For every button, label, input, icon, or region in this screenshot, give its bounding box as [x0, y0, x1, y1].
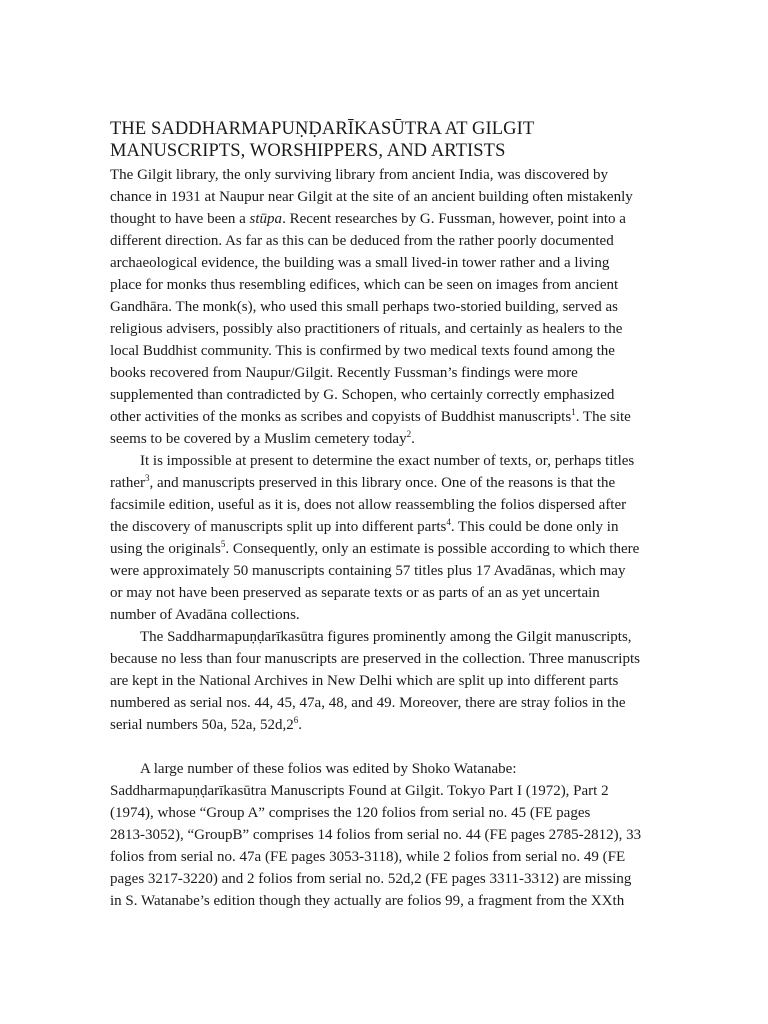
p3-line-5b: . — [298, 717, 302, 733]
p3-line-2: because no less than four manuscripts are preserved in the collection. Three manuscripts — [110, 651, 640, 667]
p1-line-12a: other activities of the monks as scribes and copyists of Buddhist manuscripts — [110, 409, 572, 425]
p4-line-3: (1974), whose “Group A” comprises the 120 folios from serial no. 45 (FE pages — [110, 805, 591, 821]
p1-line-3b: . Recent researches by G. Fussman, however, point into a — [282, 211, 626, 227]
p1-line-1: The Gilgit library, the only surviving library from ancient India, was discovered by — [110, 167, 609, 183]
p1-line-5: archaeological evidence, the building was a small lived-in tower rather and a living — [110, 255, 610, 271]
p2-line-6: were approximately 50 manuscripts containing 57 titles plus 17 Avadānas, which may — [110, 563, 626, 579]
p1-line-12 — [110, 406, 660, 428]
p1-italic-stupa: stūpa — [249, 211, 283, 227]
p3-line-1: The Saddharmapuṇḍarīkasūtra figures prominently among the Gilgit manuscripts, — [140, 629, 632, 645]
footnote-ref-4[interactable]: 4 — [446, 517, 451, 527]
title-line-1: THE SADDHARMAPUṆḌARĪKASŪTRA AT GILGIT — [110, 119, 535, 139]
footnote-ref-5[interactable]: 5 — [220, 539, 226, 549]
document-page — [110, 118, 660, 912]
p1-line-10: books recovered from Naupur/Gilgit. Recently Fussman’s findings were more — [110, 365, 578, 381]
p4-line-6: pages 3217-3220) and 2 folios from serial no. 52d,2 (FE pages 3311-3312) are missing — [110, 871, 632, 887]
p2-line-5a: using the originals — [110, 541, 221, 557]
paragraph-4 — [110, 758, 660, 912]
p2-line-4b: . This could be done only in — [450, 519, 619, 535]
p1-line-3a: thought to have been a — [110, 211, 250, 227]
p3-line-4: numbered as serial nos. 44, 45, 47a, 48, and 49. Moreover, there are stray folios in the — [110, 695, 626, 711]
footnote-ref-2[interactable]: 2 — [406, 429, 412, 439]
p1-line-3 — [110, 208, 660, 230]
p2-line-4 — [110, 516, 660, 538]
p1-line-13b: . — [411, 431, 415, 447]
paragraph-1 — [110, 164, 660, 450]
p2-line-2a: rather — [110, 475, 145, 491]
paragraph-2 — [110, 450, 660, 626]
p4-line-4: 2813-3052), “GroupB” comprises 14 folios from serial no. 44 (FE pages 2785-2812), 33 — [110, 827, 642, 843]
p1-line-4: different direction. As far as this can be deduced from the rather poorly documented — [110, 233, 614, 249]
p1-line-7: Gandhāra. The monk(s), who used this small perhaps two-storied building, served as — [110, 299, 618, 315]
document-title — [110, 118, 660, 162]
p4-line-1: A large number of these folios was edited by Shoko Watanabe: — [140, 761, 517, 777]
title-line-2: MANUSCRIPTS, WORSHIPPERS, AND ARTISTS — [110, 141, 506, 161]
p2-line-2b: , and manuscripts preserved in this library once. One of the reasons is that the — [149, 475, 616, 491]
p1-line-6: place for monks thus resembling edifices, which can be seen on images from ancient — [110, 277, 619, 293]
p1-line-8: religious advisers, possibly also practitioners of rituals, and certainly as healers to the — [110, 321, 623, 337]
p2-line-5b: . Consequently, only an estimate is possible according to which there — [225, 541, 640, 557]
paragraph-gap — [110, 736, 660, 758]
p2-line-8: number of Avadāna collections. — [110, 607, 300, 623]
paragraph-3 — [110, 626, 660, 736]
p3-line-5 — [110, 714, 660, 736]
p1-line-2: chance in 1931 at Naupur near Gilgit at the site of an ancient building often mistakenly — [110, 189, 633, 205]
p2-line-3: facsimile edition, useful as it is, does not allow reassembling the folios dispersed after — [110, 497, 627, 513]
p1-line-12b: . The site — [575, 409, 631, 425]
p1-line-13 — [110, 428, 660, 450]
p4-line-2: Saddharmapuṇḍarīkasūtra Manuscripts Found at Gilgit. Tokyo Part I (1972), Part 2 — [110, 783, 609, 799]
p2-line-1: It is impossible at present to determine the exact number of texts, or, perhaps titles — [140, 453, 635, 469]
p1-line-9: local Buddhist community. This is confirmed by two medical texts found among the — [110, 343, 615, 359]
p1-line-13a: seems to be covered by a Muslim cemetery today — [110, 431, 407, 447]
p1-line-11: supplemented than contradicted by G. Schopen, who certainly correctly emphasized — [110, 387, 615, 403]
footnote-ref-3[interactable]: 3 — [144, 473, 150, 483]
p2-line-7: or may not have been preserved as separate texts or as parts of an as yet uncertain — [110, 585, 600, 601]
p2-line-4a: the discovery of manuscripts split up into different parts — [110, 519, 447, 535]
p4-line-7: in S. Watanabe’s edition though they actually are folios 99, a fragment from the XXth — [110, 893, 625, 909]
p3-line-5a: serial numbers 50a, 52a, 52d,2 — [110, 717, 294, 733]
footnote-ref-1[interactable]: 1 — [571, 407, 576, 417]
p3-line-3: are kept in the National Archives in New Delhi which are split up into different parts — [110, 673, 619, 689]
footnote-ref-6[interactable]: 6 — [293, 715, 299, 725]
p4-line-5: folios from serial no. 47a (FE pages 3053-3118), while 2 folios from serial no. 49 (FE — [110, 849, 626, 865]
p2-line-2 — [110, 472, 660, 494]
p2-line-5 — [110, 538, 660, 560]
